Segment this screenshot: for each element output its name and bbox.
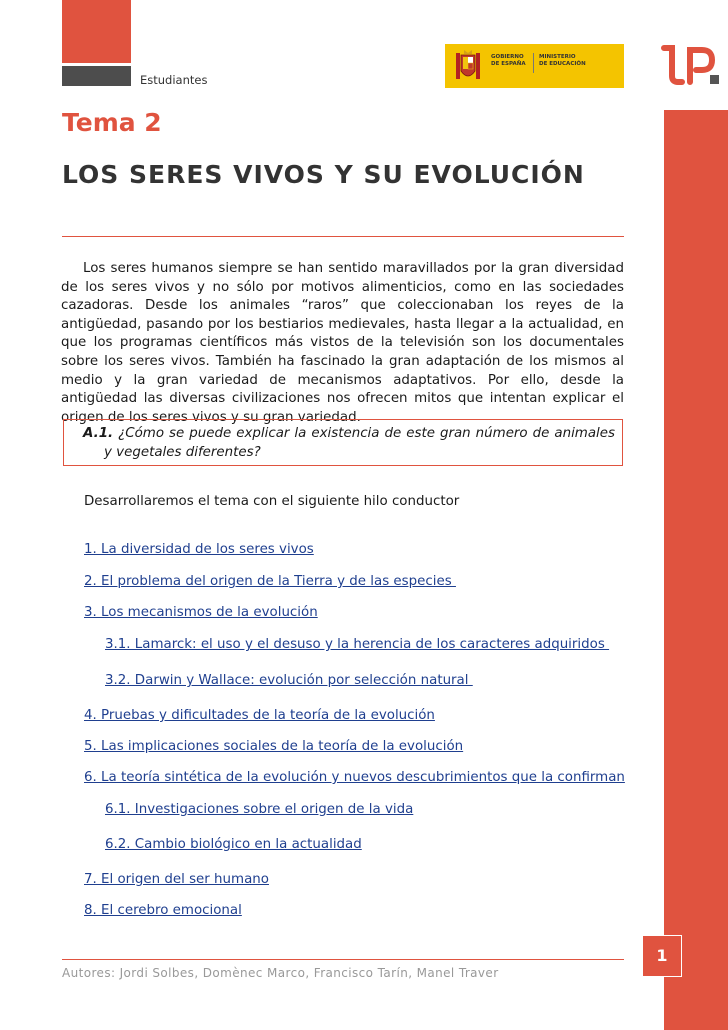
lead-text: Desarrollaremos el tema con el siguiente hilo conductor [84,494,460,509]
page-title: LOS SERES VIVOS Y SU EVOLUCIÓN [62,160,585,189]
ministerio-text: MINISTERIO DE EDUCACIÓN [539,54,586,67]
page-number: 1 [656,946,668,965]
footer-divider [62,959,624,960]
toc-link-3-2[interactable]: 3.2. Darwin y Wallace: evolución por selección natural [105,673,473,688]
title-divider [62,236,624,237]
intro-paragraph: Los seres humanos siempre se han sentido maravillados por la gran diversidad de los seres vivos y no sólo por motivos alimenticios, como en las sociedades cazadoras. Desde los animales “raros” que coleccionaban los reyes de la antigüedad, pasando por los bestiarios medievales, hasta llegar a la actualidad, en que los programas científicos más vistos de la televisión son los documentales sobre los seres vivos. También ha fascinado la gran adaptación de los mismos al medio y la gran variedad de mecanismos adaptativos. Por ello, desde la antigüedad las diversas civilizaciones nos ofrecen mitos que intentan explicar el origen de los seres vivos y su gran variedad. [61,261,624,425]
activity-question [83,425,615,462]
gobierno-text: GOBIERNO DE ESPAÑA [491,54,526,67]
audience-label: Estudiantes [140,73,208,87]
authors-credit: Autores: Jordi Solbes, Domènec Marco, Francisco Tarín, Manel Traver [62,966,499,980]
toc-link-3-1[interactable]: 3.1. Lamarck: el uso y el desuso y la herencia de los caracteres adquiridos [105,637,610,652]
toc-link-2[interactable]: 2. El problema del origen de la Tierra y de las especies [84,574,456,589]
header-gray-block [62,66,131,86]
toc-link-4[interactable]: 4. Pruebas y dificultades de la teoría de la evolución [84,708,435,723]
coat-of-arms-icon [453,49,483,83]
red-sidebar [664,110,728,1030]
lp-logo [660,42,722,88]
toc-link-5[interactable]: 5. Las implicaciones sociales de la teoría de la evolución [84,739,464,754]
toc-link-8[interactable]: 8. El cerebro emocional [84,903,242,918]
tema-label: Tema 2 [62,108,162,137]
toc-link-6-2[interactable]: 6.2. Cambio biológico en la actualidad [105,837,362,852]
toc-link-6[interactable]: 6. La teoría sintética de la evolución y nuevos descubrimientos que la confirman [84,770,625,785]
toc-link-1[interactable]: 1. La diversidad de los seres vivos [84,542,314,557]
header-red-block [62,0,131,63]
gov-logo-divider [533,53,534,73]
activity-question-text: ¿Cómo se puede explicar la existencia de este gran número de animales y vegetales diferentes? [104,426,615,460]
toc-link-7[interactable]: 7. El origen del ser humano [84,872,269,887]
toc-link-3[interactable]: 3. Los mecanismos de la evolución [84,605,318,620]
toc-link-6-1[interactable]: 6.1. Investigaciones sobre el origen de la vida [105,802,414,817]
activity-number: A.1. [83,426,114,441]
gobierno-logo [445,44,624,88]
